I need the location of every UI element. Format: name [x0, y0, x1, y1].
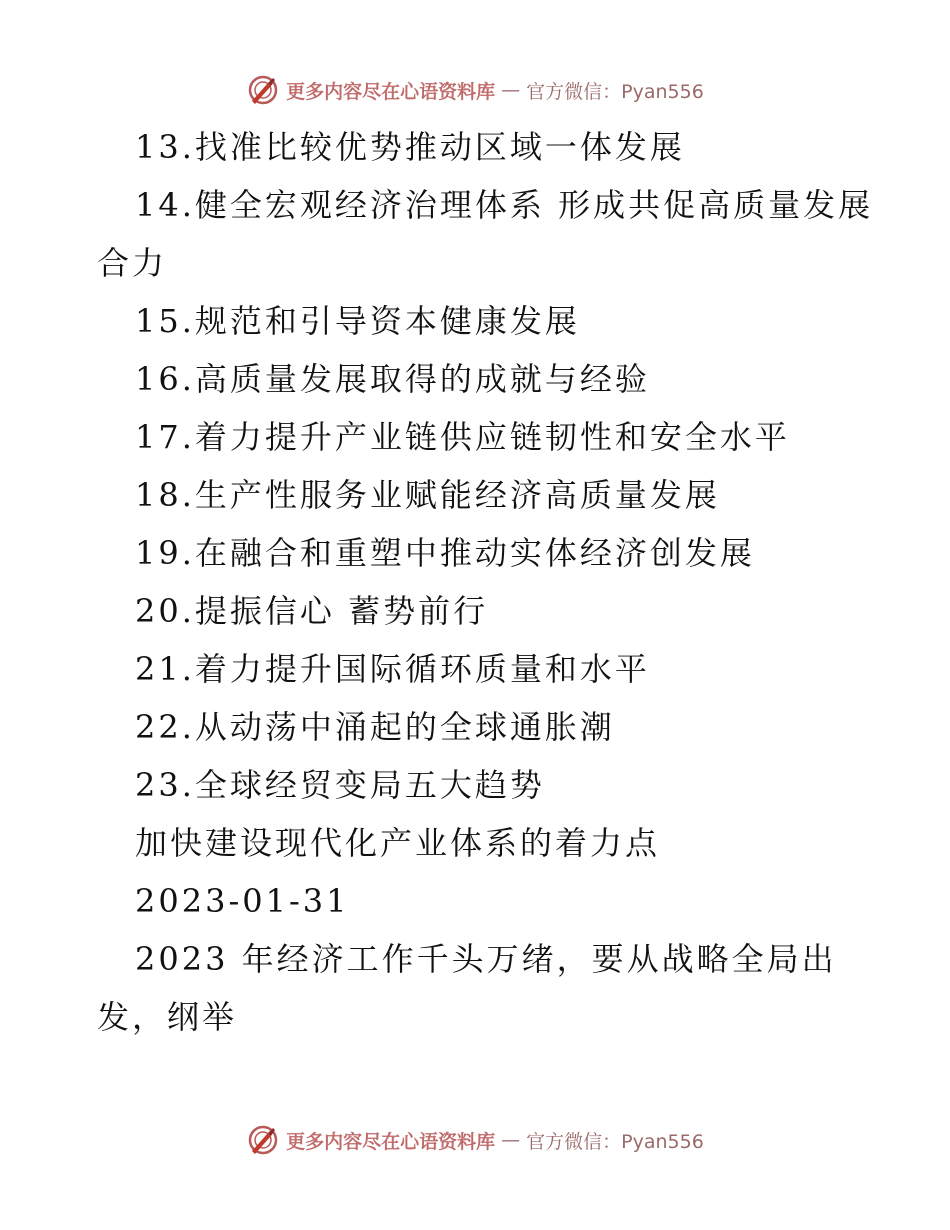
article-title: 加快建设现代化产业体系的着力点: [135, 824, 661, 862]
list-item: 17.着力提升产业链供应链韧性和安全水平: [135, 418, 790, 456]
list-item: 19.在融合和重塑中推动实体经济创发展: [135, 534, 755, 572]
list-item: 18.生产性服务业赋能经济高质量发展: [135, 476, 720, 514]
list-item: 23.全球经贸变局五大趋势: [135, 766, 545, 804]
watermark-separator: —: [501, 79, 521, 101]
watermark-separator: —: [501, 1129, 521, 1151]
list-item: 22.从动荡中涌起的全球通胀潮: [135, 708, 615, 746]
logo-seal-icon: [246, 1123, 280, 1157]
list-item-continuation: 合力: [97, 244, 168, 282]
header-watermark: [0, 70, 950, 110]
article-date: 2023-01-31: [135, 882, 350, 920]
list-item: 21.着力提升国际循环质量和水平: [135, 650, 650, 688]
list-item: 20.提振信心 蓄势前行: [135, 592, 489, 630]
watermark-wechat: 官方微信：Pyan556: [526, 80, 704, 103]
list-item: 16.高质量发展取得的成就与经验: [135, 360, 650, 398]
paragraph-line: 2023 年经济工作千头万绪，要从战略全局出: [135, 940, 837, 978]
logo-seal-icon: [246, 73, 280, 107]
list-item: 13.找准比较优势推动区域一体发展: [135, 128, 685, 166]
paragraph-line: 发，纲举: [97, 998, 238, 1036]
list-item: 15.规范和引导资本健康发展: [135, 302, 580, 340]
footer-watermark: [0, 1120, 950, 1160]
watermark-brand: 更多内容尽在心语资料库: [286, 1130, 496, 1153]
watermark-wechat: 官方微信：Pyan556: [526, 1130, 704, 1153]
watermark-brand: 更多内容尽在心语资料库: [286, 80, 496, 103]
list-item: 14.健全宏观经济治理体系 形成共促高质量发展: [135, 186, 874, 224]
